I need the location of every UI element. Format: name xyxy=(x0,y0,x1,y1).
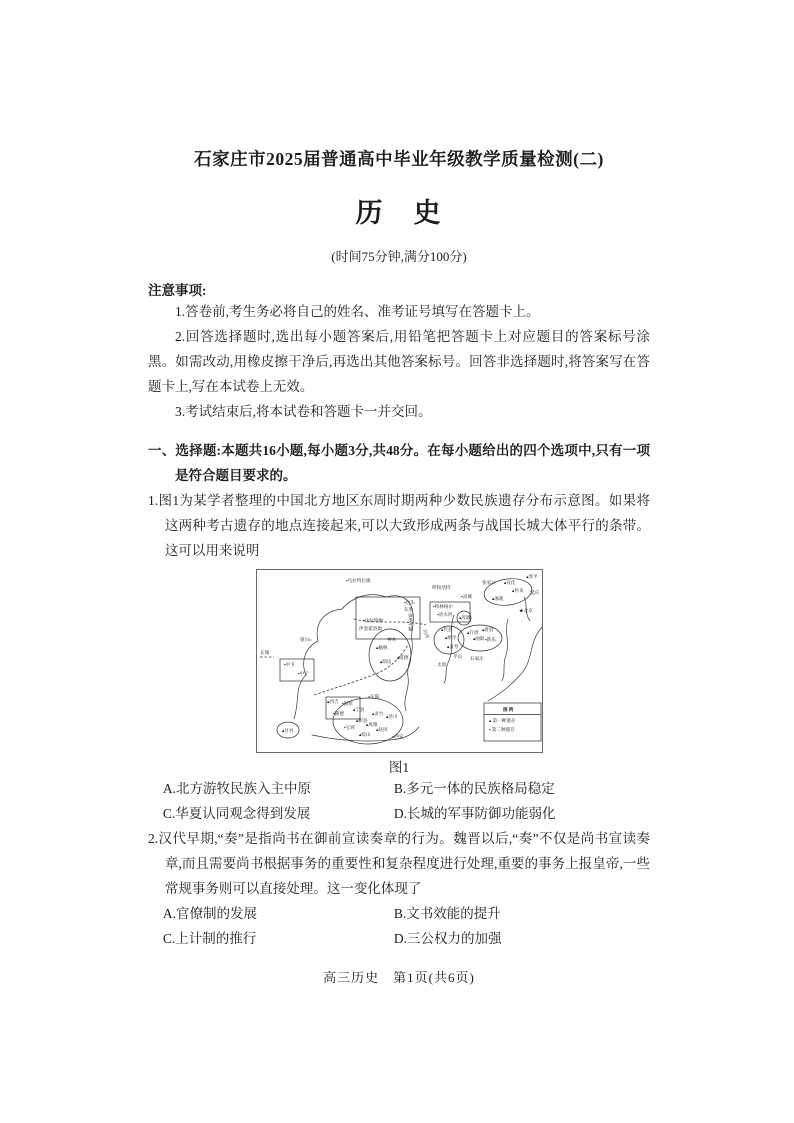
map-label: ▪中卫 xyxy=(283,662,295,667)
map-label: ▴曲阳 xyxy=(472,636,484,641)
map-label: ▪新乐 xyxy=(484,637,496,642)
map-legend-texts xyxy=(484,706,541,733)
question-1-option-c: C.华夏认同观念得到发展 xyxy=(162,806,311,821)
question-2-stem: 2.汉代早期,“奏”是指尚书在御前宣读奏章的行为。魏晋以后,“奏”不仅是尚书宣读奏章,而且需要尚书根据事务的重要性和复杂程度进行处理,重要的事务上报皇帝,一些常规事务则可以直接处理。这一变化体现了 xyxy=(148,831,650,896)
map-label: ▴唐县 xyxy=(481,627,493,632)
notice-item-3: 3.考试结束后,将本试卷和答题卡一并交回。 xyxy=(175,404,432,419)
map-label: ▴榆林 xyxy=(375,645,387,650)
question-1-option-b: B.多元一体的民族格局稳定 xyxy=(393,781,555,796)
map-label: 东胜 xyxy=(403,607,413,612)
map-label: o西安 xyxy=(391,734,403,739)
map-label: 汾河 xyxy=(421,628,430,639)
figure-1-caption: 图1 xyxy=(388,760,410,775)
question-2-option-b: B.文书效能的提升 xyxy=(393,906,501,921)
question-1-options-row-2 xyxy=(148,801,650,826)
map-label: ▴绥德 xyxy=(396,655,408,660)
map-label: ▴代县 xyxy=(440,627,452,632)
map-label: 石家庄 xyxy=(469,656,484,661)
map-label: 长城 xyxy=(259,650,269,655)
map-label: o庆阳 xyxy=(367,694,379,699)
exam-meta: (时间75分钟,满分100分) xyxy=(331,249,467,264)
map-label: ▪达拉特旗 xyxy=(362,618,383,623)
map-label: ▴灵寿 xyxy=(446,644,458,649)
map-legend-text: 图 例 xyxy=(502,707,513,712)
question-1 xyxy=(148,488,650,826)
map-river-east-2 xyxy=(502,619,508,681)
map-label: ▪和林格尔 xyxy=(432,604,453,609)
map-label: ▴怀来 xyxy=(511,588,523,593)
map-label: ▴行唐 xyxy=(466,630,478,635)
map-label: ▪中宁 xyxy=(297,671,309,676)
map-label: 太原 xyxy=(436,662,446,667)
exam-subject: 历 史 xyxy=(355,198,443,228)
map-label: 平山 xyxy=(452,654,462,659)
map-label: ▴凤翔 xyxy=(365,722,377,727)
map-label: ▴滦平 xyxy=(525,574,537,579)
question-1-options-row-1 xyxy=(148,776,650,801)
map-labels xyxy=(260,573,540,740)
map-river-east-1 xyxy=(488,627,542,701)
map-legend-text: ▪ 第二种遗存 xyxy=(488,727,515,732)
figure-map-svg xyxy=(256,569,543,753)
question-2-number: 2. xyxy=(148,831,159,846)
figure-1 xyxy=(256,569,543,753)
map-label: ▴西吉 xyxy=(326,699,338,704)
page-footer: 高三历史 第1页(共6页) xyxy=(323,970,475,985)
map-label: ▪乌拉特后旗 xyxy=(345,578,371,583)
map-river-fen xyxy=(444,615,454,683)
question-1-number: 1. xyxy=(148,493,159,508)
map-label: ▴泾川 xyxy=(385,714,397,719)
map-label: ▪宝鸡 xyxy=(343,725,355,730)
map-label: 张家口 xyxy=(481,580,496,585)
section-heading: 一、选择题:本题共16小题,每小题3分,共48分。在每小题给出的四个选项中,只有一项是符合题目要求的。 xyxy=(148,443,650,483)
map-label: ★北京 xyxy=(518,608,533,613)
question-2-option-a: A.官僚制的发展 xyxy=(162,906,257,921)
exam-title: 石家庄市2025届普通高中毕业年级教学质量检测(二) xyxy=(194,149,604,169)
question-2 xyxy=(148,826,650,951)
map-label: ▴宣化 xyxy=(503,580,515,585)
map-label: ▴靖边 xyxy=(379,659,391,664)
map-label: 神木 xyxy=(386,637,396,642)
map-label: 伊金霍洛旗 xyxy=(358,626,382,631)
exam-sheet xyxy=(148,0,650,986)
map-label: ▴扶风 xyxy=(375,727,387,732)
question-2-option-d: D.三公权力的加强 xyxy=(393,931,502,946)
map-label: ▪固原 xyxy=(341,701,353,706)
notice-item-1: 1.答卷前,考生务必将自己的姓名、准考证号填写在答题卡上。 xyxy=(175,304,540,319)
map-label: ▪隆德 xyxy=(332,711,344,716)
map-label: ▴原平 xyxy=(444,635,456,640)
map-label: 准格尔旗 xyxy=(407,613,413,632)
question-1-stem: 1.图1为某学者整理的中国北方地区东周时期两种少数民族遗存分布示意图。如果将这两种考古遗存的地点连接起来,可以大致形成两条与战国长城大体平行的条带。这可以用来说明 xyxy=(148,493,650,558)
map-label: ▴彬县 xyxy=(355,718,367,723)
map-label: 银川o xyxy=(299,637,311,642)
map-label: ▴宁县 xyxy=(352,707,364,712)
question-2-options-row-1 xyxy=(148,901,650,926)
map-label: 延庆 xyxy=(529,590,539,595)
map-label: ▴灵台 xyxy=(371,711,383,716)
map-label: ▴浑源 xyxy=(458,615,470,620)
map-legend-text: ▴ 第一种遗存 xyxy=(488,718,515,723)
map-river-yellow xyxy=(294,595,413,719)
map-label: ▪清水河 xyxy=(436,612,452,617)
map-label: 呼和浩特 xyxy=(431,585,450,590)
map-label: ▴甘谷 xyxy=(281,728,293,733)
map-label: ▪包头 xyxy=(403,600,415,605)
map-label: ▴涿鹿 xyxy=(491,596,503,601)
question-1-option-d: D.长城的军事防御功能弱化 xyxy=(393,806,556,821)
notice-item-2: 2.回答选择题时,选出每小题答案后,用铅笔把答题卡上对应题目的答案标号涂黑。如需改动,用橡皮擦干净后,再选出其他答案标号。回答非选择题时,将答案写在答题卡上,写在本试卷上无效。 xyxy=(148,329,650,394)
question-2-options-row-2 xyxy=(148,926,650,951)
notice-heading: 注意事项: xyxy=(148,283,207,298)
map-label: ▪凉城 xyxy=(460,594,472,599)
map-wall-south xyxy=(314,645,408,695)
map-label: ▴岐山 xyxy=(358,732,370,737)
question-2-option-c: C.上计制的推行 xyxy=(162,931,257,946)
question-1-option-a: A.北方游牧民族入主中原 xyxy=(162,781,311,796)
